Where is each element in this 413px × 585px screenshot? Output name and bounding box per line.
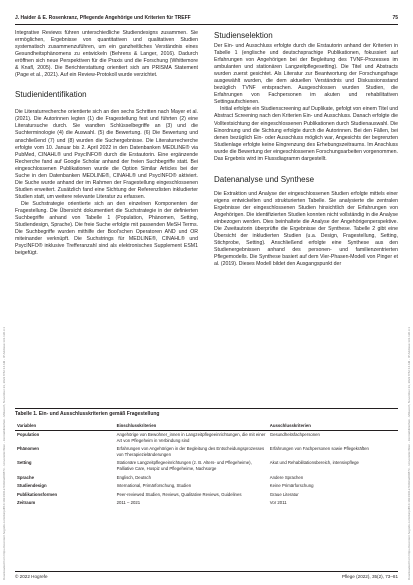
analysis-paragraph: Die Extraktion und Analyse der eingeschlossenen Studien erfolgte mittels einer eigens entwickelten und strukturierten Tabelle. Sie analysierte die zentralen Ergebnisse der eingeschlossenen Studien hinsichtlich der Erfahrungen von Angehörigen. Die identifizierten Studien konnten nicht vollständig in die Analyse einbezogen werden. Dies beinhaltete die Analyse der Angehörigenperspektive. Die Zweitautorin überprüfte die Ergebnisse der Synthese. Tabelle 2 gibt eine Übersicht der inkludierten Studien (u.a. Design, Fragestellung, Setting, Stichprobe, Setting). Anschließend erfolgte eine Synthese aus den Studienergebnissen anhand des personen- und familienzentrierten Pflegemodells. Die Synthese basiert auf dem Vier-Phasen-Modell von Pinger et al. (2019). Dieses Modell bildet den Ausgangspunkt der (214, 190, 398, 268)
table-cell: Erfahrungen von Fachpersonen sowie Pflegekräften (269, 446, 369, 452)
table-header-cell: Ausschlusskriterien (268, 421, 398, 430)
table-cell: Englisch, Deutsch (116, 474, 151, 480)
footer-citation: Pflege (2022), 35(2), 73–81 (341, 574, 398, 579)
selection-paragraph-1: Der Ein- und Ausschluss erfolgte durch die Erstautorin anhand der Kriterien in Tabelle 1 (englische und deutschsprachige Publikationen, fokussiert auf Erfahrungen von Angehörigen bei der Begleitung des TVNF-Prozesses im ambulanten und stationären Langzeitpflegesetting). Die Titel und Abstracts wurden zuerst gesichtet. Als Literatur zur Beantwortung der Forschungsfrage ausgewählt wurden, die dem aktuellen Verständnis und Diskussionsstand bezüglich TVNF entsprachen. Ausgeschlossen wurden Studien, die Erfahrungen von Fachpersonen im akuten und rehabilitativen Settingaufschienen. (214, 43, 398, 106)
table-row (15, 430, 398, 445)
table-header-row (15, 421, 398, 430)
table-cell: Publikationsformen (17, 491, 58, 497)
table-caption: Tabelle 1. Ein- und Ausschlusskriterien gemäß Fragestellung (15, 411, 160, 417)
table-cell: Akut und Rehabilitationsbereich, intensivpflege (269, 460, 359, 466)
table-cell: Andere Sprachen (269, 474, 304, 480)
table-cell: Sprache (17, 474, 34, 480)
criteria-table (15, 421, 398, 508)
left-column (15, 30, 198, 257)
right-column (214, 30, 398, 268)
section-heading-selection: Studienselektion (214, 31, 273, 40)
section-heading-identification: Studienidentifikation (15, 90, 87, 100)
selection-paragraph-2: Initial erfolgte ein Studienscreening auf Duplikate, gefolgt von einem Titel und Abstract Screening nach den Kriterien Ein- und Ausschluss. Danach erfolgte die Volltextsichtung der eingeschlossenen Publikationen durch Studienauswahl. Die Einordnung und die Sichtung erfolgte durch die Autorinnen. Bei den Fällen, bei denen bezüglich Ein- oder Ausschluss möglich war, Angesichts der begrenzten Studienlage erfolgte keine Eingrenzung des Erhebungszeitraums. Im Anschluss wurde die Bewertung der eingeschlossenen Forschungsarbeiten vorgenommen. Das Ergebnis wird im Flussdiagramm dargestellt. (214, 106, 398, 162)
intro-paragraph: Integrative Reviews führen unterschiedliche Studiendesigns zusammen. Sie ermöglichen, Ergebnisse von quantitativen und qualitativen Studien systematisch zusammenzuführen, um ein ganzheitliches Verständnis eines Gesundheitsphänomens zu entwickeln (Behrens & Langer, 2016). Dadurch eröffnen sich neue Perspektiven für die Praxis und die Forschung (Whittemore & Knafl, 2005). Die Berichterstattung orientiert sich am PRISMA Statement (Page et al., 2021). Auf ein Review-Protokoll wurde verzichtet. (15, 30, 198, 79)
page-number: 75 (392, 15, 398, 21)
table-cell: International, Primärforschung, Studien (116, 483, 192, 489)
download-watermark-right: Downloaded from https://econtent.hogrefe.com/doi/pdf/10.1024/1012-5302/a000873 - Universität Wien - Zentralbibliothek - Mittwoch, November 23, 2022 8:52:14 AM - IP Address:131.130.3.1 (407, 326, 411, 580)
table-row (15, 499, 398, 508)
identification-paragraph-1: Die Literaturrecherche orientierte sich an den sechs Schritten nach Mayer et al. (2021). Die Autorinnen legten (1) die Fragestellung fest und führten (2) eine Literatursuche durch. Sie wandten Schlüsselbegriffe an (3) und die Suchterminologie (4) die Auswahl. (5) die Bewertung. (6) Die Bewertung und anschließend (7) und (8) wurden die Suchergebnisse. Die Literaturrecherche erfolgte vom 10. Januar bis 2. April 2022 in den Datenbanken MEDLINE® via PubMed, CINAHL® und PsycINFO® durch die Erstautorin. Eine ergänzende Recherche fand auf Google Scholar anhand der freien Suchbegriffe statt. Bei eingeschlossenen Publikationen wurde die Option Similar Articles bei der Suche in den Datenbanken MEDLINE®, CINAHL® und PsycINFO® aktiviert. Die Suche wurde anhand der im Rahmen der Fragestellung eingeschlossenen Studien erweitert. Zusätzlich fand eine Sichtung der Referenzlisten inkludierter Studien statt, um weitere relevante Literatur zu erfassen. (15, 109, 198, 200)
table-top-rule (15, 408, 398, 409)
running-title: J. Haider & E. Rosenkranz, Pflegende Angehörige und Kriterien für TREFF (15, 15, 191, 21)
identification-paragraph-2: Die Suchstrategie orientierte sich an den einzelnen Komponenten der Fragestellung. Die Übersicht dokumentiert die Suchstrategie in der definierten Suchbegriffe anhand von Tabelle 1 (Population, Phänomen, Setting, Studiendesign, Sprache). Die freie Suche erfolgte mit passenden MeSH Terms. Die Suchbegriffe wurden mithilfe der Bool'schen Operatoren AND und OR miteinander verknüpft. Die Suchstrings für MEDLINE®, CINAHL® und PsycINFO® inklusive Trefferanzahl sind als elektronisches Supplement ESM1 beigefügt. (15, 200, 198, 257)
table-cell: Vor 2011 (269, 500, 287, 506)
footer-copyright: © 2022 Hogrefe (15, 574, 48, 579)
table-cell: Studiendesign (17, 483, 47, 489)
table-cell: Peer-reviewed Studien, Reviews, Qualitative Reviews, Guidelines (116, 491, 242, 497)
table-cell: Setting (17, 460, 32, 466)
table-row (15, 482, 398, 491)
table-row (15, 459, 398, 473)
header-rule (15, 24, 398, 25)
table-row (15, 445, 398, 459)
section-heading-analysis: Datenanalyse und Synthese (214, 174, 315, 184)
table-cell: 2011 – 2021 (116, 500, 141, 506)
table-cell: Angehörige von Bewohner_innen in Langzeitpflegeeinrichtungen, die mit einer Art von Pflegeheim in Verbindung sind (116, 432, 266, 443)
table-row (15, 490, 398, 499)
table-cell: Population (17, 432, 40, 438)
table-header-cell: Einschlusskriterien (115, 421, 268, 430)
running-header (15, 13, 398, 23)
table-cell: Erfahrungen von Angehörigen in der Begleitung des Entscheidungsprozesses von Therapiezieländerungen (116, 446, 265, 457)
table-cell: Gesundheitsfachpersonen (269, 432, 320, 438)
table-header-cell: Variablen (15, 421, 115, 430)
table-cell: Zeitraum (17, 500, 36, 506)
table-cell: Graue Literatur (269, 491, 299, 497)
footer-rule (15, 571, 398, 572)
table-cell: Stationäre Langzeitpflegeeinrichtungen (z. B. Alters- und Pflegeheime), Palliative Care, Hospiz und Pflegeheime, Nachsorge (116, 460, 252, 472)
table-cell: Keine Primärforschung (269, 483, 314, 489)
download-watermark-left: Downloaded from https://econtent.hogrefe.com/doi/pdf/10.1024/1012-5302/a000873 - Universität Wien - Zentralbibliothek - Mittwoch, November 23, 2022 8:52:14 AM - IP Address:131.130.3.1 (2, 326, 6, 580)
table-row (15, 473, 398, 482)
table-cell: Phänomen (17, 446, 39, 452)
